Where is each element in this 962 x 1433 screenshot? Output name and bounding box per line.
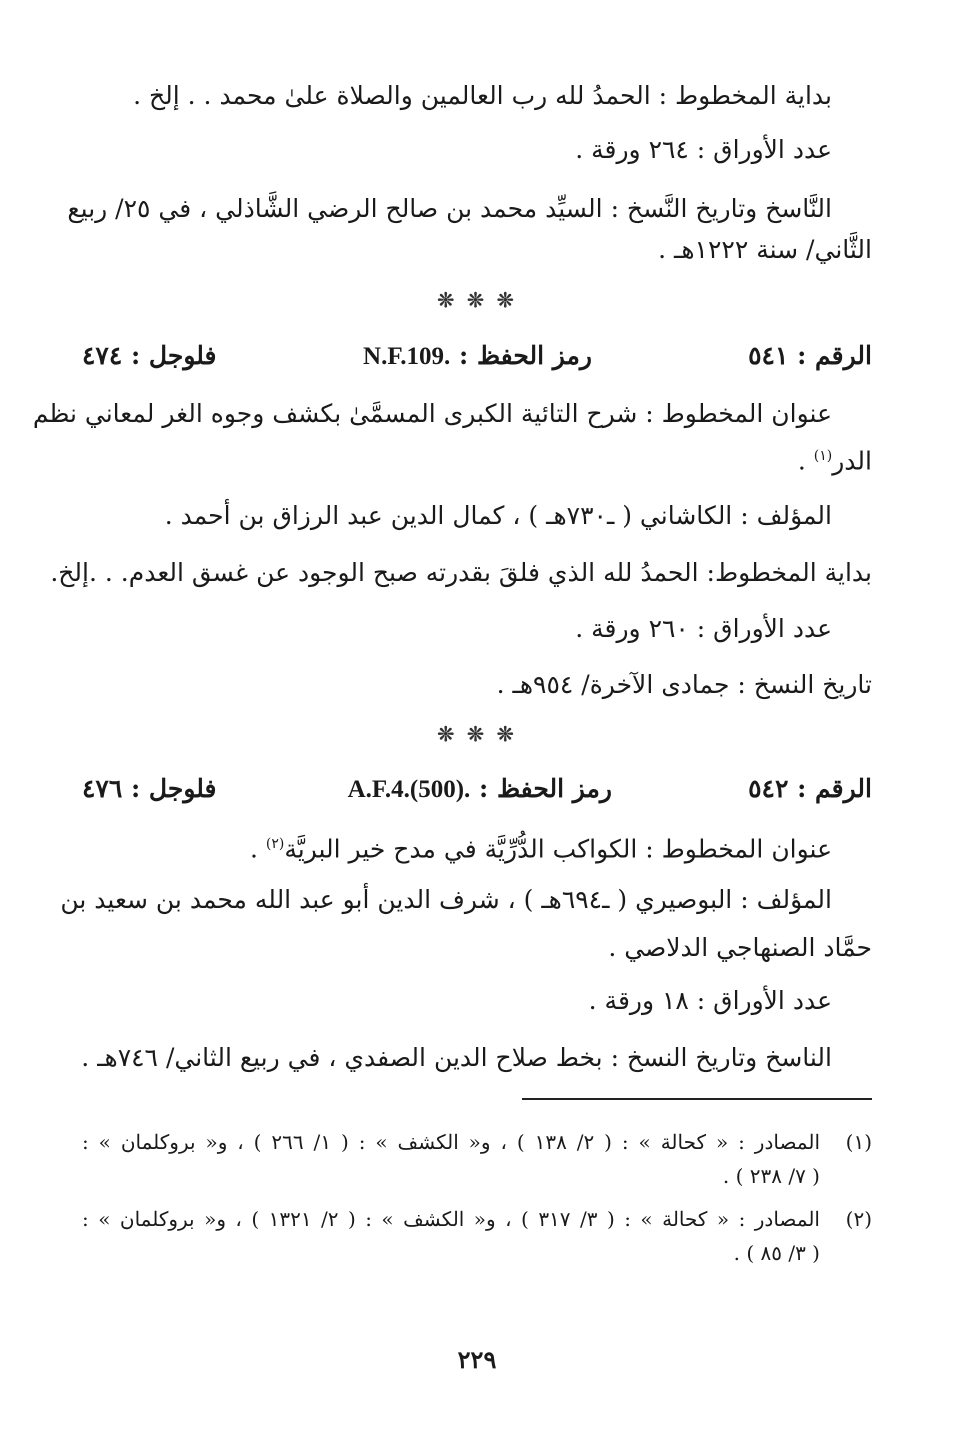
footnote-text-continued: ( ٧/ ٢٣٨ ) . bbox=[722, 1164, 820, 1188]
manuscript-title-line bbox=[82, 824, 832, 869]
record-number: الرقم : ٥٤١ bbox=[748, 341, 872, 370]
shelfmark-label: رمز الحفظ : bbox=[459, 341, 592, 370]
page-number: ٢٢٩ bbox=[457, 1345, 497, 1374]
leaf-count-line: عدد الأوراق : ١٨ ورقة . bbox=[588, 986, 832, 1015]
footnote-text: المصادر : « كحالة » : ( ٢/ ١٣٨ ) ، و« الكشف » : ( ١/ ٢٦٦ ) ، و« بروكلمان » : bbox=[82, 1130, 820, 1154]
title-tail: الدر bbox=[832, 446, 872, 476]
record-header-542 bbox=[82, 769, 872, 809]
footnote-2 bbox=[82, 1202, 872, 1272]
copyist-line: الناسخ وتاريخ النسخ : بخط صلاح الدين الصفدي ، في ربيع الثاني/ ٧٤٦هـ . bbox=[81, 1043, 832, 1072]
author-line-continued: حمَّاد الصنهاجي الدلاصي . bbox=[608, 933, 872, 962]
copyist-line: النَّاسخ وتاريخ النَّسخ : السيِّد محمد بن صالح الرضي الشَّاذلي ، في ٢٥/ ربيع bbox=[67, 194, 832, 223]
manuscript-start-line: بداية المخطوط: الحمدُ لله الذي فلقَ بقدرته صبح الوجود عن غسق العدم. . .إلخ. bbox=[50, 558, 872, 587]
author-line: المؤلف : الكاشاني ( ـ٧٣٠هـ ) ، كمال الدين عبد الرزاق بن أحمد . bbox=[164, 501, 832, 530]
title-end: . bbox=[249, 834, 266, 864]
footnote-text-continued: ( ٣/ ٨٥ ) . bbox=[733, 1241, 820, 1265]
shelfmark-code: N.F.109. bbox=[363, 343, 451, 370]
copy-date-line: تاريخ النسخ : جمادى الآخرة/ ٩٥٤هـ . bbox=[496, 670, 872, 699]
shelfmark bbox=[363, 336, 592, 377]
copyist-line-continued: الثَّاني/ سنة ١٢٢٢هـ . bbox=[658, 235, 872, 264]
footnote-number: (١) bbox=[845, 1130, 872, 1154]
shelfmark-label: رمز الحفظ : bbox=[479, 774, 612, 803]
footnote-rule bbox=[522, 1098, 872, 1100]
flugel-number: فلوجل : ٤٧٦ bbox=[82, 774, 217, 803]
section-separator: ❊ ❊ ❊ bbox=[437, 722, 517, 746]
footnote-1 bbox=[82, 1125, 872, 1195]
leaf-count-line: عدد الأوراق : ٢٦٠ ورقة . bbox=[575, 614, 832, 643]
document-page bbox=[32, 62, 872, 1402]
manuscript-title-line: عنوان المخطوط : شرح التائية الكبرى المسمَّىٰ بكشف وجوه الغر لمعاني نظم bbox=[32, 399, 832, 428]
section-separator: ❊ ❊ ❊ bbox=[437, 288, 517, 312]
record-header-541 bbox=[82, 336, 872, 376]
title-end: . bbox=[797, 446, 814, 476]
shelfmark bbox=[348, 769, 612, 810]
title-text: عنوان المخطوط : الكواكب الدُّرِّيَّة في مدح خير البريَّة bbox=[284, 834, 832, 864]
footnote-ref: (٢) bbox=[265, 836, 285, 852]
footnote-ref: (١) bbox=[813, 448, 833, 464]
manuscript-title-continued bbox=[82, 436, 872, 481]
author-line: المؤلف : البوصيري ( ـ٦٩٤هـ ) ، شرف الدين أبو عبد الله محمد بن سعيد بن bbox=[60, 885, 832, 914]
flugel-number: فلوجل : ٤٧٤ bbox=[82, 341, 217, 370]
shelfmark-code: A.F.4.(500). bbox=[347, 776, 471, 803]
footnote-number: (٢) bbox=[845, 1207, 872, 1231]
footnote-text: المصادر : « كحالة » : ( ٣/ ٣١٧ ) ، و« الكشف » : ( ٢/ ١٣٢١ ) ، و« بروكلمان » : bbox=[82, 1207, 820, 1231]
record-number: الرقم : ٥٤٢ bbox=[748, 774, 872, 803]
manuscript-start-line: بداية المخطوط : الحمدُ لله رب العالمين والصلاة علىٰ محمد . . إلخ . bbox=[133, 81, 832, 110]
leaf-count-line: عدد الأوراق : ٢٦٤ ورقة . bbox=[575, 135, 832, 164]
